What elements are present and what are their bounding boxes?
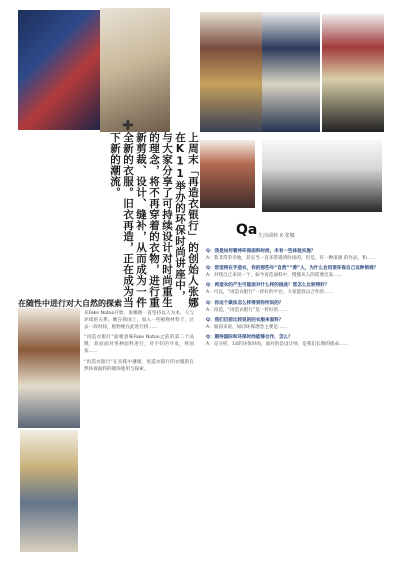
long-coat-photo xyxy=(18,308,80,428)
paragraph: “再造衣银行”在实践中遵循，再造衣银行的衣服的自然环保面料的循环使用与探索。 xyxy=(84,359,194,372)
qa-logo: Qa xyxy=(236,222,258,238)
portrait-small xyxy=(200,140,255,208)
answer: A：对我自己来说一个，如今再造面料中，慢慢从人的需要出发…… xyxy=(206,273,343,279)
designer-portrait xyxy=(262,140,382,212)
question: Q：再造衣的产生可能面对什么样的挑战？您怎么比较得好？ xyxy=(206,283,330,289)
answer: A：面前来说，如同环保理念主要是…… xyxy=(206,324,288,330)
runway-model-2 xyxy=(262,12,320,132)
shirt-dress-photo xyxy=(20,430,78,552)
paragraph: “再造衣银行”面板意味Fake Natoo之前的第二个品牌，故而面对各种面料进行，对不好的开发，将国家…… xyxy=(84,335,194,355)
runway-model-1 xyxy=(200,12,262,132)
question: Q：期待国际和环保时尚能够合作，怎么？ xyxy=(206,334,293,340)
section-heading: 在随性中进行对大自然的探索 xyxy=(18,299,122,308)
question: Q：你这个做法怎么样得到你所说的？ xyxy=(206,300,284,306)
qa-column xyxy=(206,248,386,351)
question: Q：我是如何看待环保面料时尚，未有一些体验实施？ xyxy=(206,249,316,254)
answer: A：我非常荣幸地，其实当一直多带遇到时尚的，但是，有一种深感 的作品，和…… xyxy=(206,256,376,262)
question: Q：我们目前比较说的的衣服来面料？ xyxy=(206,317,284,323)
answer: A：可以，“再造衣银行”一样好的平台，大家能找以合作的…… xyxy=(206,290,334,296)
plus-icon: ✚ xyxy=(122,118,134,134)
page-title-vertical: 上周末「再造衣银行」的创始人张娜在K11举办的环保时尚讲座中，与大家分享了可持续设计对时尚重生的理念，将不再穿着的衣物，进行重新剪裁、设计、缝补，从而成为一件全新的衣服。旧衣再造，正在成为当下新的潮流。 xyxy=(109,132,199,308)
denim-jacket-photo xyxy=(18,10,102,130)
answer: A：再造，“再造衣银行”是一样好的…… xyxy=(206,307,288,313)
photo-caption: 生活调料 X 张娜 xyxy=(258,233,295,239)
ethnic-robe-model-photo xyxy=(100,8,170,132)
question: Q：您觉得在手造衣，你的那些年“自然”“善”人，为什么会用很环保自己这种领域？ xyxy=(206,266,379,272)
paragraph: 从Fake Natoo开始，张娜便一直坚持以人为本，人与环境的关系。她在韩国上，加入一些植物材料于，过去一段时间，植物便在此进行拼…… xyxy=(84,311,194,331)
left-body-column xyxy=(84,310,194,376)
answer: A：是分析，14的环保时尚，面对的是设计师，是我们长期的使命…… xyxy=(206,342,349,348)
runway-model-3 xyxy=(322,14,384,132)
